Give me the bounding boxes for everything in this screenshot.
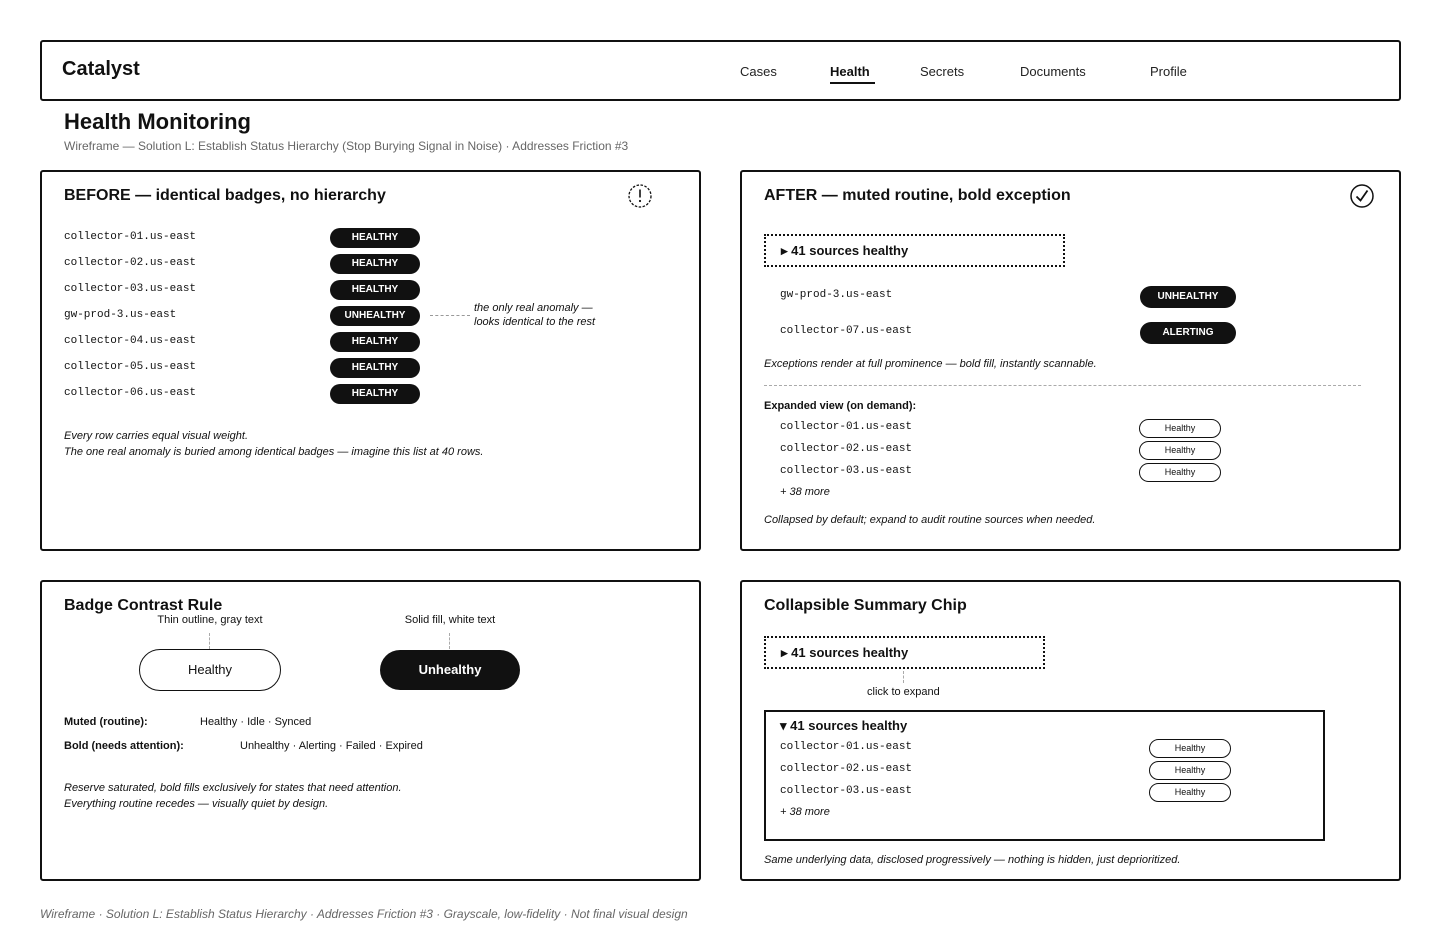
summary-chip-collapsed[interactable]: ▸ 41 sources healthy (764, 636, 1045, 669)
contrast-title: Badge Contrast Rule (64, 597, 223, 614)
before-row-name: collector-04.us-east (64, 335, 197, 347)
exceptions-note: Exceptions render at full prominence — bold fill, instantly scannable. (764, 358, 1097, 370)
nav-profile[interactable]: Profile (1150, 64, 1187, 79)
caption-connector (449, 633, 450, 649)
status-badge: HEALTHY (330, 332, 420, 352)
status-badge-muted: Healthy (1149, 783, 1231, 802)
muted-label: Muted (routine): (64, 716, 148, 728)
alert-circle-icon (628, 184, 652, 208)
muted-caption: Thin outline, gray text (157, 614, 263, 626)
nav-documents[interactable]: Documents (1020, 64, 1086, 79)
routine-row-name: collector-02.us-east (780, 763, 913, 775)
contrast-note: Reserve saturated, bold fills exclusively for states that need attention. (64, 782, 402, 794)
routine-row-name: collector-02.us-east (780, 443, 913, 455)
nav-health[interactable]: Health (830, 64, 870, 79)
annotation-text: the only real anomaly — (474, 302, 593, 314)
page-subtitle: Wireframe — Solution L: Establish Status Hierarchy (Stop Burying Signal in Noise) · Addresses Friction #3 (64, 139, 629, 153)
annotation-text: looks identical to the rest (474, 316, 596, 328)
contrast-note: Everything routine recedes — visually quiet by design. (64, 798, 329, 810)
hint-connector (903, 671, 904, 683)
nav-active-indicator (830, 82, 875, 84)
after-title: AFTER — muted routine, bold exception (764, 187, 1071, 204)
status-badge: HEALTHY (330, 228, 420, 248)
status-badge-unhealthy: UNHEALTHY (330, 306, 420, 326)
status-badge: HEALTHY (330, 358, 420, 378)
before-row-name: collector-05.us-east (64, 361, 197, 373)
footer-caption: Wireframe · Solution L: Establish Status Hierarchy · Addresses Friction #3 · Grayscale, low-fidelity · Not final visual design (40, 907, 688, 921)
before-row-name: collector-06.us-east (64, 387, 197, 399)
more-rows-link[interactable]: + 38 more (780, 486, 830, 498)
before-row-name: collector-01.us-east (64, 231, 197, 243)
before-row-name: collector-02.us-east (64, 257, 197, 269)
expanded-chip-header[interactable]: ▾ 41 sources healthy (780, 718, 908, 733)
muted-values: Healthy · Idle · Synced (200, 716, 312, 728)
status-badge: HEALTHY (330, 280, 420, 300)
bold-values: Unhealthy · Alerting · Failed · Expired (240, 740, 423, 752)
check-circle-icon (1350, 184, 1374, 208)
status-badge-muted: Healthy (1139, 463, 1221, 482)
bold-label: Bold (needs attention): (64, 740, 184, 752)
more-rows-link[interactable]: + 38 more (780, 806, 830, 818)
before-note: Every row carries equal visual weight. (64, 430, 249, 442)
brand-logo[interactable]: Catalyst (62, 58, 140, 80)
top-nav-bar (40, 40, 1401, 101)
status-badge-unhealthy: UNHEALTHY (1140, 286, 1236, 308)
annotation-connector (430, 315, 470, 316)
status-badge-alerting: ALERTING (1140, 322, 1236, 344)
section-divider (764, 385, 1361, 386)
chip-title: Collapsible Summary Chip (764, 597, 967, 614)
status-badge-muted: Healthy (1149, 761, 1231, 780)
nav-secrets[interactable]: Secrets (920, 64, 965, 79)
chip-note: Same underlying data, disclosed progressively — nothing is hidden, just deprioritized. (764, 854, 1181, 866)
before-row-name: collector-03.us-east (64, 283, 197, 295)
status-badge-muted: Healthy (1139, 419, 1221, 438)
before-note: The one real anomaly is buried among identical badges — imagine this list at 40 rows. (64, 446, 484, 458)
click-hint: click to expand (867, 686, 940, 698)
nav-cases[interactable]: Cases (740, 64, 777, 79)
summary-chip-collapsed[interactable]: ▸ 41 sources healthy (764, 234, 1065, 267)
bold-badge-example: Unhealthy (380, 650, 520, 690)
collapsed-note: Collapsed by default; expand to audit routine sources when needed. (764, 514, 1096, 526)
caption-connector (209, 633, 210, 649)
status-badge: HEALTHY (330, 384, 420, 404)
routine-row-name: collector-01.us-east (780, 421, 913, 433)
expanded-view-label: Expanded view (on demand): (764, 400, 917, 412)
status-badge-muted: Healthy (1139, 441, 1221, 460)
status-badge: HEALTHY (330, 254, 420, 274)
routine-row-name: collector-03.us-east (780, 465, 913, 477)
exception-row-name: gw-prod-3.us-east (780, 289, 893, 301)
before-row-name: gw-prod-3.us-east (64, 309, 177, 321)
exception-row-name: collector-07.us-east (780, 325, 913, 337)
before-title: BEFORE — identical badges, no hierarchy (64, 187, 386, 204)
status-badge-muted: Healthy (1149, 739, 1231, 758)
routine-row-name: collector-03.us-east (780, 785, 913, 797)
page-title: Health Monitoring (64, 109, 251, 134)
muted-badge-example: Healthy (139, 649, 281, 691)
routine-row-name: collector-01.us-east (780, 741, 913, 753)
bold-caption: Solid fill, white text (404, 614, 496, 626)
